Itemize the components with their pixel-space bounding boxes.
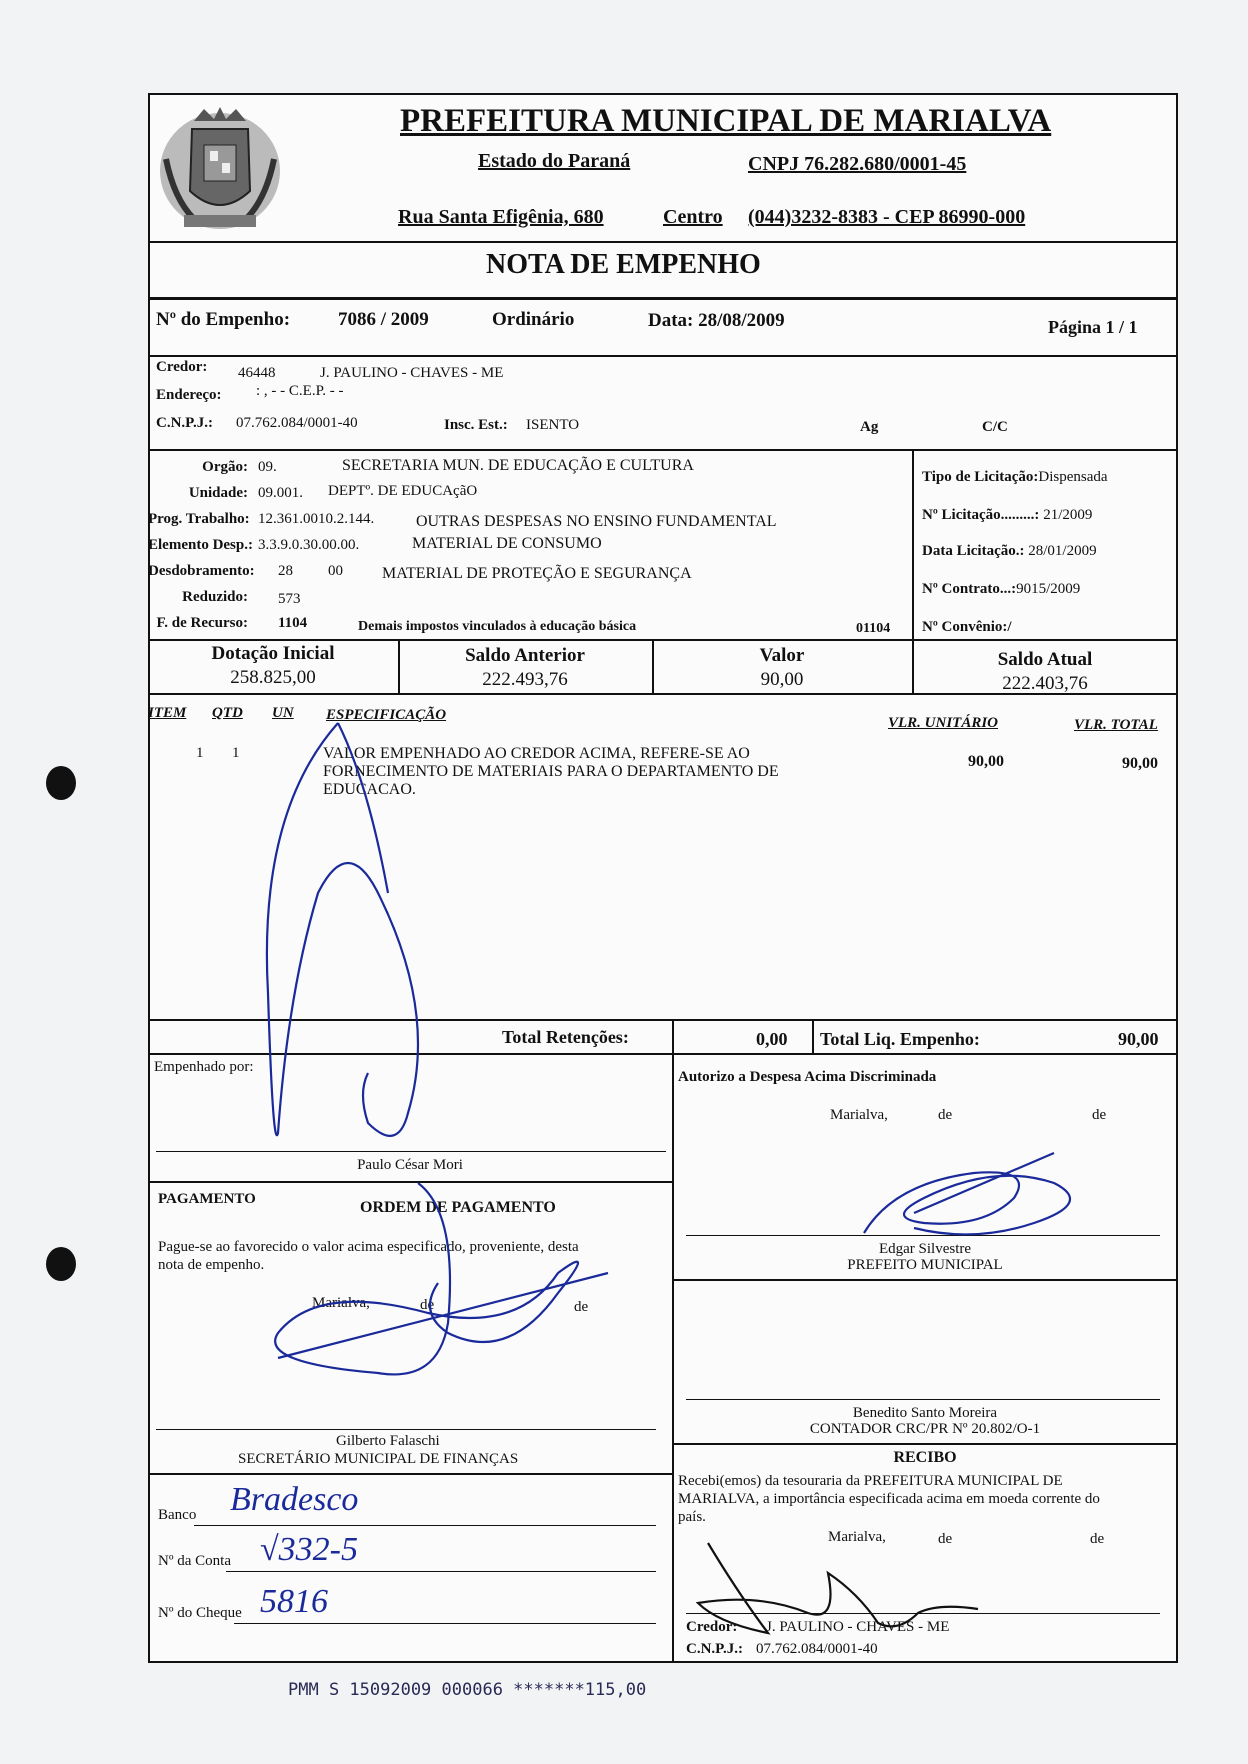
- pagamento-text-line2: nota de empenho.: [158, 1257, 265, 1273]
- col-qtd: QTD: [212, 705, 243, 721]
- desd-code2: 00: [328, 563, 343, 579]
- conta-label: Nº da Conta: [158, 1553, 231, 1569]
- empenhado-label: Empenhado por:: [154, 1059, 254, 1075]
- col-item: ITEM: [148, 705, 187, 721]
- col-vlr-total: VLR. TOTAL: [1074, 717, 1158, 733]
- elem-desc: MATERIAL DE CONSUMO: [412, 535, 602, 552]
- cc-label: C/C: [982, 419, 1008, 435]
- col-vlr-unitario: VLR. UNITÁRIO: [888, 715, 999, 731]
- contrato-label: Nº Contrato...:: [922, 581, 1017, 597]
- header-address: Rua Santa Efigênia, 680: [398, 206, 604, 228]
- item-unit-value: 90,00: [968, 753, 1004, 770]
- header-state: Estado do Paraná: [478, 150, 631, 172]
- desd-desc: MATERIAL DE PROTEÇÃO E SEGURANÇA: [382, 565, 692, 582]
- licitacao-data-label: Data Licitação.:: [922, 543, 1025, 559]
- col-especificacao: ESPECIFICAÇÃO: [326, 707, 447, 723]
- endereco-value: : , - - C.E.P. - -: [256, 383, 344, 399]
- contador-name: Benedito Santo Moreira: [852, 1405, 998, 1421]
- dotacao-label: Dotação Inicial: [211, 643, 335, 664]
- total-liq-value: 90,00: [1118, 1029, 1159, 1049]
- fonte-label: F. de Recurso:: [156, 615, 248, 631]
- item-spec-line1: VALOR EMPENHADO AO CREDOR ACIMA, REFERE-SE AO: [323, 745, 750, 762]
- banco-value: Bradesco: [230, 1481, 359, 1518]
- credor-label: Credor:: [156, 359, 208, 375]
- header-phone-cep: (044)3232-8383 - CEP 86990-000: [748, 206, 1026, 228]
- recibo-line3: país.: [678, 1509, 706, 1525]
- valor-value: 90,00: [760, 669, 804, 690]
- saldo-atual-label: Saldo Atual: [997, 649, 1093, 670]
- insc-value: ISENTO: [526, 417, 580, 433]
- pagamento-de1: de: [420, 1297, 435, 1313]
- header-cnpj: CNPJ 76.282.680/0001-45: [748, 153, 967, 175]
- empenhado-name: Paulo César Mori: [357, 1157, 463, 1173]
- empenho-date: Data: 28/08/2009: [648, 310, 785, 331]
- elem-code: 3.3.9.0.30.00.00.: [258, 537, 360, 553]
- unidade-label: Unidade:: [188, 485, 248, 501]
- recibo-city: Marialva,: [828, 1529, 886, 1545]
- convenio-label: Nº Convênio:/: [922, 619, 1012, 635]
- mechanical-stamp: PMM S 15092009 000066 *******115,00: [288, 1680, 647, 1700]
- saldo-anterior-label: Saldo Anterior: [465, 645, 585, 666]
- reduzido-code: 573: [278, 591, 301, 607]
- coat-of-arms-icon: [154, 99, 286, 237]
- document-title: NOTA DE EMPENHO: [486, 249, 761, 280]
- punch-hole: [46, 766, 76, 800]
- fonte-num: 01104: [856, 621, 891, 636]
- fonte-code: 1104: [278, 615, 308, 631]
- orgao-code: 09.: [258, 459, 277, 475]
- item-spec-line3: EDUCACAO.: [323, 781, 416, 798]
- secretario-signature-icon: [258, 1173, 618, 1413]
- recibo-cnpj-value: 07.762.084/0001-40: [756, 1641, 878, 1657]
- empenho-label: Nº do Empenho:: [156, 309, 291, 330]
- empenho-number: 7086 / 2009: [338, 309, 429, 330]
- punch-hole: [46, 1247, 76, 1281]
- cheque-label: Nº do Cheque: [158, 1605, 242, 1621]
- total-retencoes-label: Total Retenções:: [502, 1027, 629, 1047]
- ordem-pagamento-label: ORDEM DE PAGAMENTO: [360, 1199, 556, 1216]
- contador-role: CONTADOR CRC/PR Nº 20.802/O-1: [809, 1421, 1041, 1437]
- pagamento-city: Marialva,: [312, 1295, 370, 1311]
- nota-de-empenho-form: [148, 93, 1178, 1663]
- header-title: PREFEITURA MUNICIPAL DE MARIALVA: [400, 103, 1052, 139]
- cheque-value: 5816: [260, 1583, 328, 1620]
- recibo-cnpj-label: C.N.P.J.:: [686, 1641, 743, 1657]
- desd-code1: 28: [278, 563, 293, 579]
- orgao-desc: SECRETARIA MUN. DE EDUCAÇÃO E CULTURA: [342, 457, 694, 474]
- conta-value: √332-5: [260, 1531, 358, 1568]
- recibo-signature-icon: [678, 1533, 998, 1643]
- item-spec-line2: FORNECIMENTO DE MATERIAIS PARA O DEPARTAMENTO DE: [323, 763, 779, 780]
- recibo-line2: MARIALVA, a importância especificada acima em moeda corrente do: [678, 1491, 1100, 1507]
- licitacao-tipo-value: Dispensada: [1038, 469, 1108, 485]
- header-district: Centro: [663, 206, 723, 228]
- page-number: Página 1 / 1: [1048, 317, 1138, 337]
- pagamento-label: PAGAMENTO: [158, 1191, 256, 1207]
- licitacao-tipo-label: Tipo de Licitação:: [922, 469, 1039, 485]
- recibo-credor-label: Credor:: [686, 1619, 738, 1635]
- elem-label: Elemento Desp.:: [148, 537, 253, 553]
- credor-code: 46448: [238, 365, 276, 381]
- prefeito-role: PREFEITO MUNICIPAL: [847, 1257, 1003, 1273]
- pagamento-de2: de: [574, 1299, 589, 1315]
- licitacao-data-value: 28/01/2009: [1024, 543, 1097, 559]
- dotacao-value: 258.825,00: [230, 667, 316, 688]
- secretario-role: SECRETÁRIO MUNICIPAL DE FINANÇAS: [238, 1451, 519, 1467]
- contrato-value: 9015/2009: [1016, 581, 1081, 597]
- ag-label: Ag: [860, 419, 879, 435]
- autorizo-city: Marialva,: [830, 1107, 888, 1123]
- credor-cnpj-value: 07.762.084/0001-40: [236, 415, 358, 431]
- recibo-de2: de: [1090, 1531, 1105, 1547]
- prog-code: 12.361.0010.2.144.: [258, 511, 375, 527]
- fonte-desc: Demais impostos vinculados à educação básica: [358, 619, 637, 634]
- item-number: 1: [196, 745, 204, 761]
- autorizo-de1: de: [938, 1107, 953, 1123]
- item-total-value: 90,00: [1122, 755, 1158, 772]
- empenho-kind: Ordinário: [492, 309, 575, 330]
- item-qtd: 1: [232, 745, 240, 761]
- empenhado-signature-icon: [198, 693, 438, 1173]
- reduzido-label: Reduzido:: [182, 589, 248, 605]
- unidade-code: 09.001.: [258, 485, 303, 501]
- credor-cnpj-label: C.N.P.J.:: [156, 415, 213, 431]
- valor-label: Valor: [759, 645, 805, 666]
- recibo-de1: de: [938, 1531, 953, 1547]
- autorizo-label: Autorizo a Despesa Acima Discriminada: [678, 1069, 937, 1085]
- unidade-desc: DEPTº. DE EDUCAçãO: [328, 483, 478, 499]
- total-retencoes-value: 0,00: [756, 1029, 788, 1049]
- licitacao-num-label: Nº Licitação.........:: [922, 507, 1040, 523]
- prefeito-name: Edgar Silvestre: [878, 1241, 972, 1257]
- endereco-label: Endereço:: [156, 387, 222, 403]
- secretario-name: Gilberto Falaschi: [336, 1433, 440, 1449]
- banco-label: Banco: [158, 1507, 197, 1523]
- prog-label: Prog. Trabalho:: [148, 511, 250, 527]
- autorizo-de2: de: [1092, 1107, 1107, 1123]
- pagamento-text-line1: Pague-se ao favorecido o valor acima especificado, proveniente, desta: [158, 1239, 579, 1255]
- credor-name: J. PAULINO - CHAVES - ME: [320, 365, 504, 381]
- recibo-title: RECIBO: [893, 1449, 957, 1466]
- prefeito-signature-icon: [854, 1143, 1094, 1253]
- saldo-atual-value: 222.403,76: [1002, 673, 1088, 694]
- orgao-label: Orgão:: [202, 459, 248, 475]
- col-un: UN: [272, 705, 294, 721]
- desd-label: Desdobramento:: [148, 563, 255, 579]
- insc-label: Insc. Est.:: [444, 417, 508, 433]
- saldo-anterior-value: 222.493,76: [482, 669, 568, 690]
- recibo-line1: Recebi(emos) da tesouraria da PREFEITURA MUNICIPAL DE: [678, 1473, 1063, 1489]
- licitacao-num-value: 21/2009: [1039, 507, 1093, 523]
- prog-desc: OUTRAS DESPESAS NO ENSINO FUNDAMENTAL: [416, 513, 777, 530]
- total-liq-label: Total Liq. Empenho:: [820, 1029, 980, 1049]
- recibo-credor-value: J. PAULINO - CHAVES - ME: [766, 1619, 950, 1635]
